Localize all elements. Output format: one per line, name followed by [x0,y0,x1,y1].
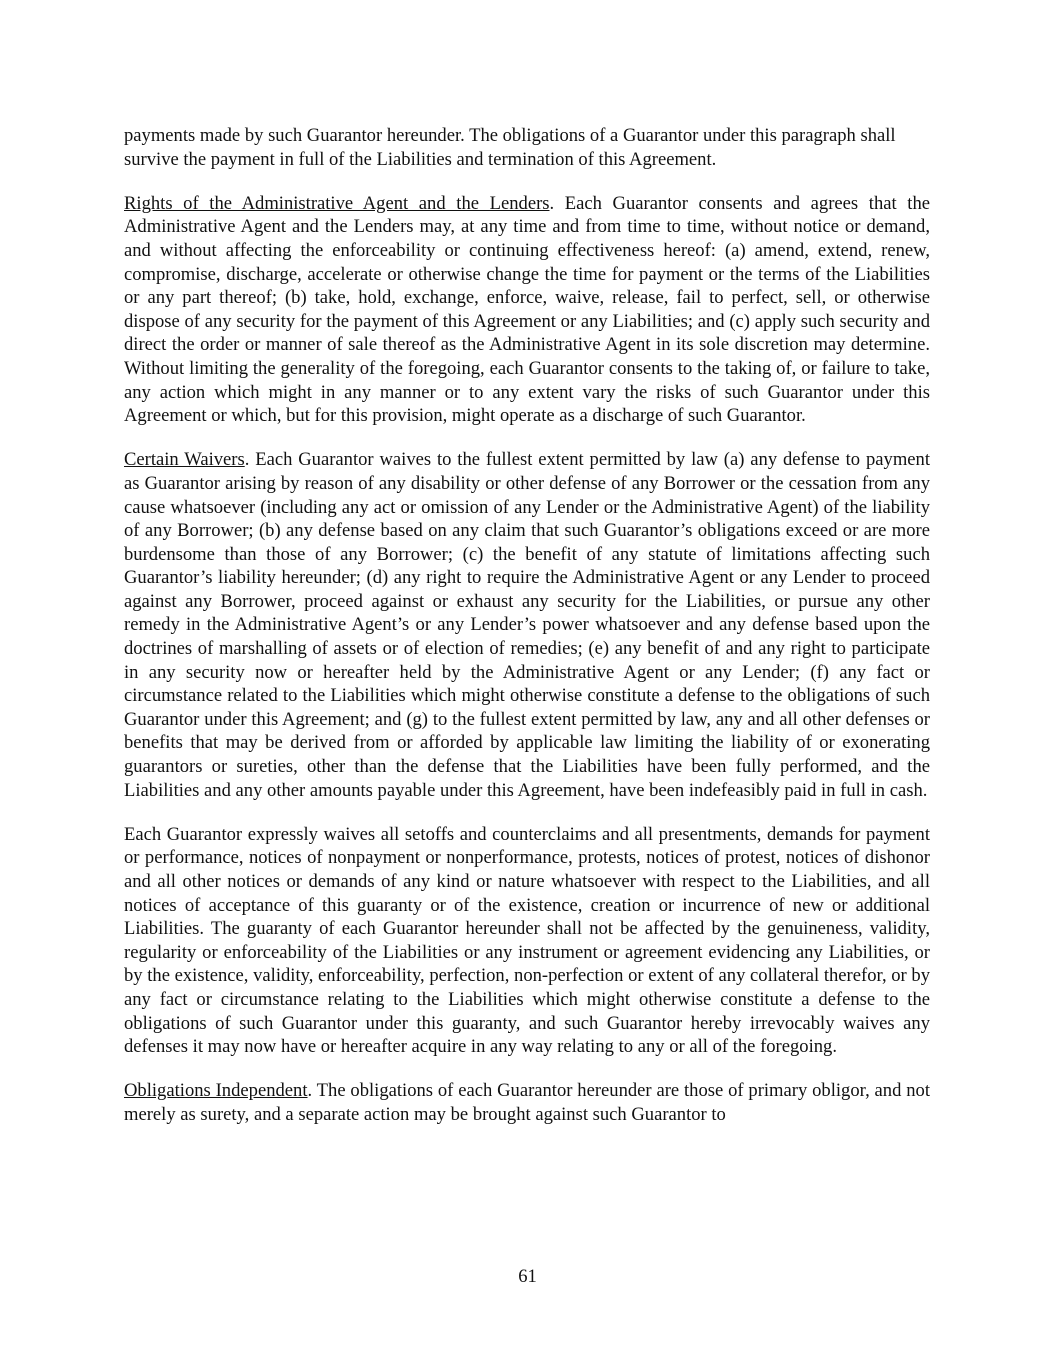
paragraph-text: . The obligations of each Guarantor hereunder are those of primary obligor, and not merely as surety, and a separate action may be brought against such Guarantor to [124,1080,930,1125]
paragraph-rights-of-agent [124,192,930,428]
section-heading-waivers: Certain Waivers [124,449,245,471]
section-heading-rights: Rights of the Administrative Agent and the Lenders [124,192,550,214]
paragraph-text: . Each Guarantor consents and agrees that the Administrative Agent and the Lenders may, at any time and from time to time, without notice or demand, and without affecting the enforceability or continuing effectiveness hereof: (a) amend, extend, renew, compromise, discharge, accelerate or otherwise change the time for payment or the terms of the Liabilities or any part thereof; (b) take, hold, exchange, enforce, waive, release, fail to perfect, sell, or otherwise dispose of any security for the payment of this Agreement or any Liabilities; and (c) apply such security and direct the order or manner of sale thereof as the Administrative Agent in its sole discretion may determine. Without limiting the generality of the foregoing, each Guarantor consents to the taking of, or failure to take, any action which might in any manner or to any extent vary the risks of such Guarantor under this Agreement or which, but for this provision, might operate as a discharge of such Guarantor. [124,192,930,427]
paragraph-certain-waivers [124,448,930,802]
section-heading-obligations: Obligations Independent [124,1080,308,1102]
paragraph-text: . Each Guarantor waives to the fullest extent permitted by law (a) any defense to payment as Guarantor arising by reason of any disability or other defense of any Borrower or the cessation from any cause whatsoever (including any act or omission of any Lender or the Administrative Agent) of the liability of any Borrower; (b) any defense based on any claim that such Guarantor’s obligations exceed or are more burdensome than those of any Borrower; (c) the benefit of any statute of limitations affecting such Guarantor’s liability hereunder; (d) any right to require the Administrative Agent or any Lender to proceed against any Borrower, proceed against or exhaust any security for the Liabilities, or pursue any other remedy in the Administrative Agent’s or any Lender’s power whatsoever and any defense based upon the doctrines of marshalling of assets or of election of remedies; (e) any benefit of and any right to participate in any security now or hereafter held by the Administrative Agent or any Lender; (f) any fact or circumstance related to the Liabilities which might otherwise constitute a defense to the obligations of such Guarantor under this Agreement; and (g) to the fullest extent permitted by law, any and all other defenses or benefits that may be derived from or afforded by applicable law limiting the liability of or exonerating guarantors or sureties, other than the defense that the Liabilities have been fully performed, and the Liabilities and any other amounts payable under this Agreement, have been indefeasibly paid in full in cash. [124,449,930,801]
paragraph-text: Each Guarantor expressly waives all setoffs and counterclaims and all presentments, demands for payment or performance, notices of nonpayment or nonperformance, protests, notices of protest, notices of dishonor and all other notices or demands of any kind or nature whatsoever with respect to the Liabilities, and all notices of acceptance of this guaranty or of the existence, creation or incurrence of new or additional Liabilities. The guaranty of each Guarantor hereunder shall not be affected by the genuineness, validity, regularity or enforceability of the Liabilities or any instrument or agreement evidencing any Liabilities, or by the existence, validity, enforceability, perfection, non-perfection or extent of any collateral therefor, or by any fact or circumstance relating to the Liabilities which might otherwise constitute a defense to the obligations of such Guarantor under this guaranty, and such Guarantor hereby irrevocably waives any defenses it may now have or hereafter acquire in any way relating to any or all of the foregoing. [124,823,930,1058]
paragraph-setoffs-waiver [124,823,930,1059]
page-number: 61 [518,1266,537,1287]
paragraph-text: payments made by such Guarantor hereunder. The obligations of a Guarantor under this paragraph shall survive the payment in full of the Liabilities and termination of this Agreement. [124,125,896,170]
document-page [124,124,930,1147]
paragraph-continuation [124,124,930,171]
paragraph-obligations-independent [124,1079,930,1126]
